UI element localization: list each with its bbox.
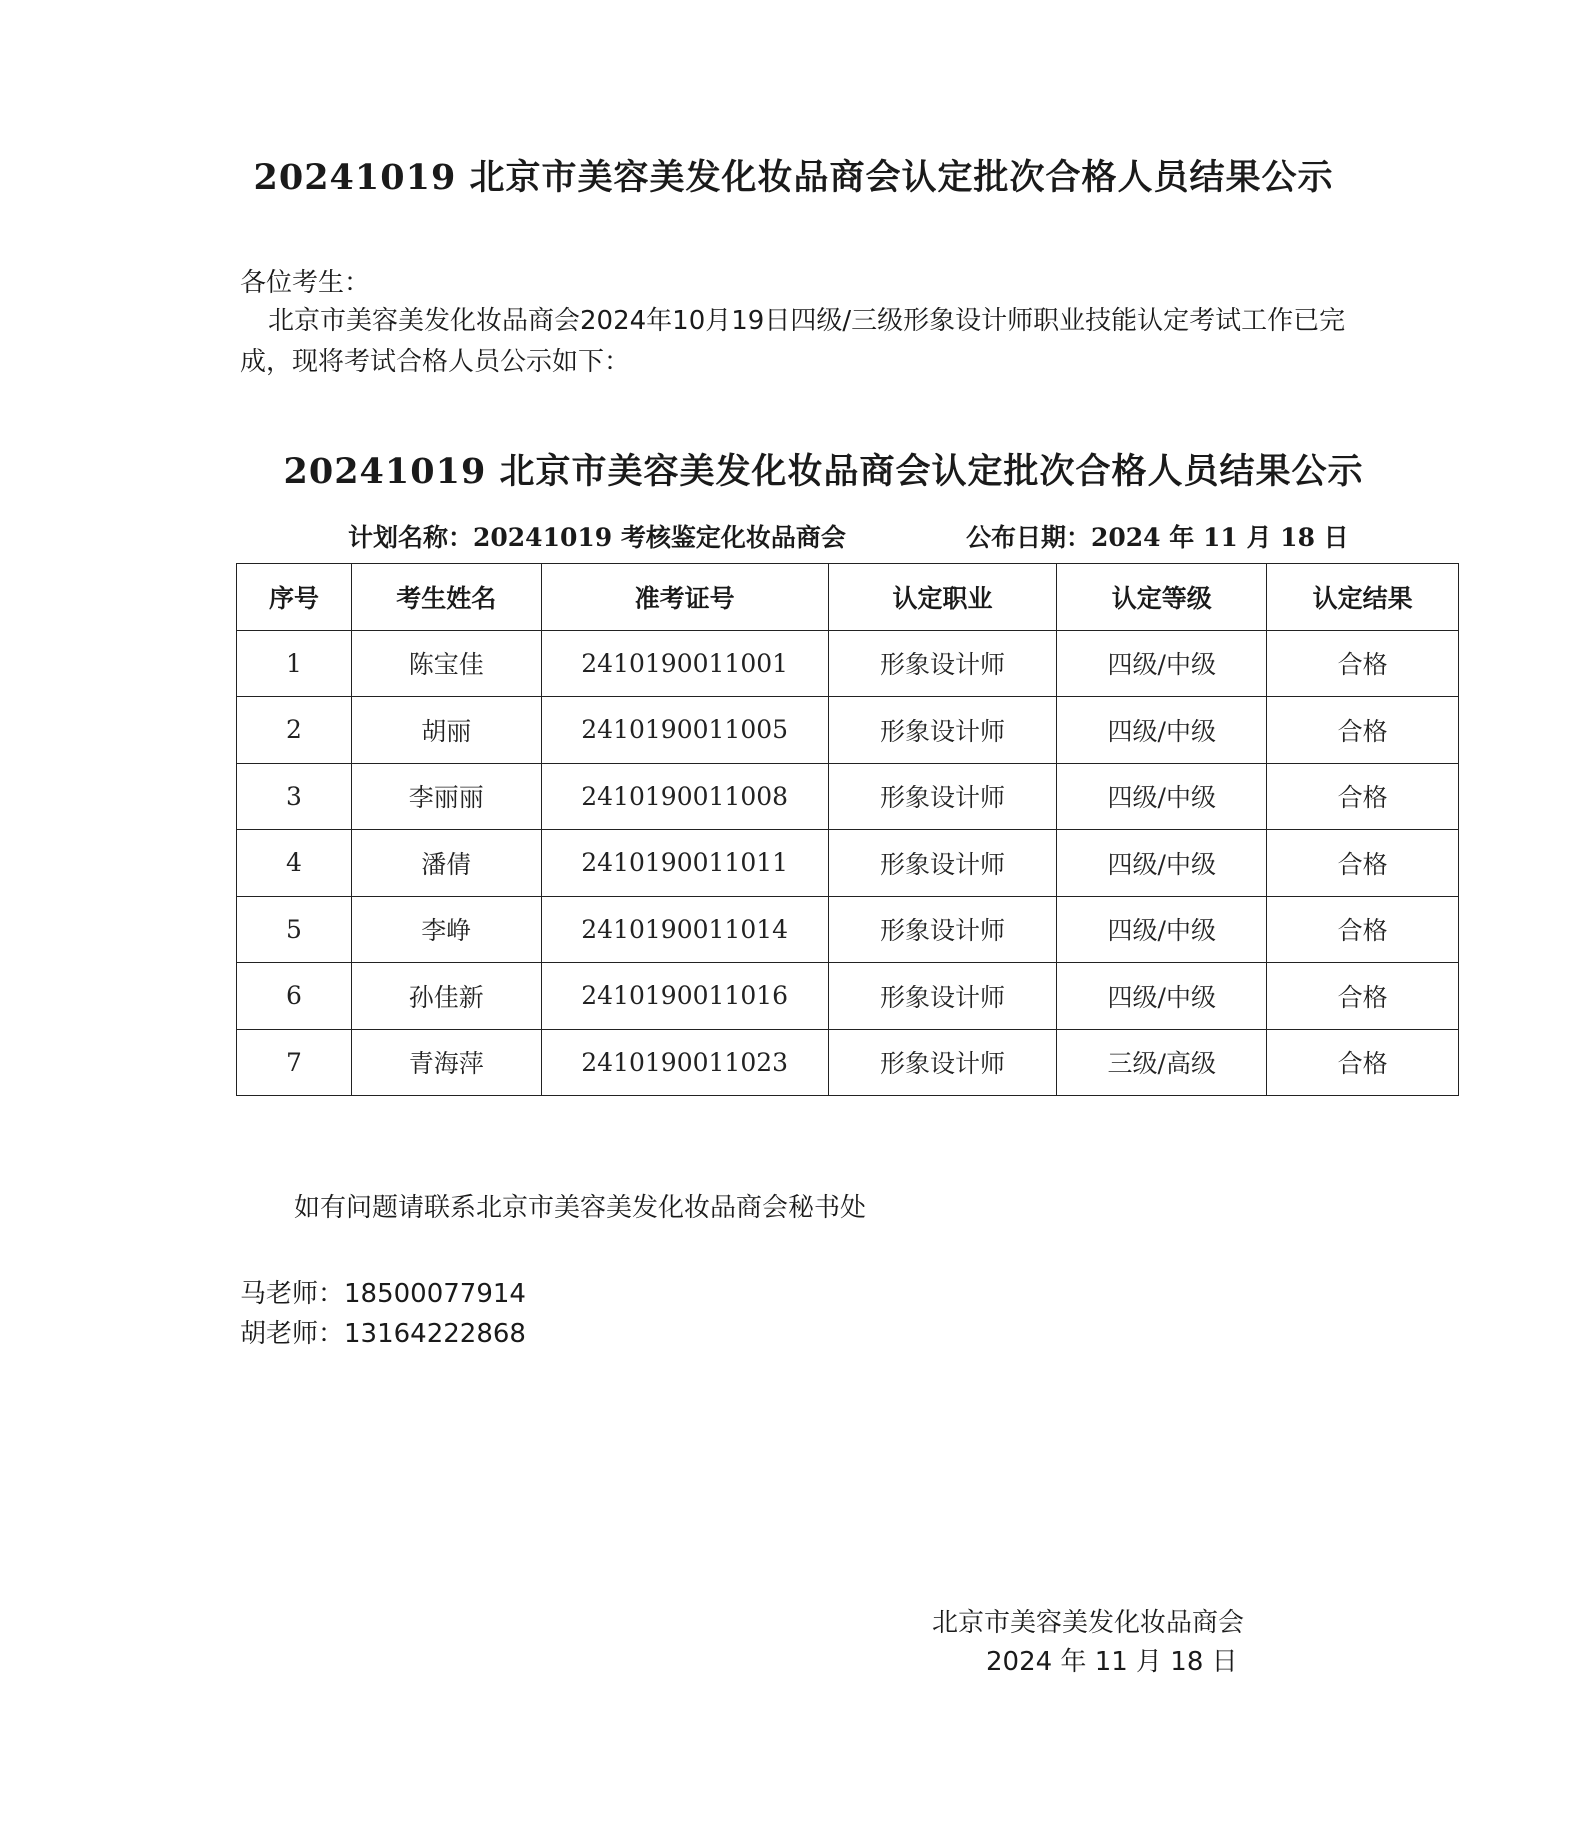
- cell-result: 合格: [1267, 896, 1459, 963]
- cell-result: 合格: [1267, 763, 1459, 830]
- signature-organization: 北京市美容美发化妆品商会: [932, 1608, 1245, 1638]
- table-row: [237, 1029, 1459, 1096]
- cell-occupation: 形象设计师: [828, 630, 1057, 697]
- cell-level: 四级/中级: [1057, 830, 1267, 897]
- cell-occupation: 形象设计师: [828, 963, 1057, 1030]
- cell-exam-id: 2410190011001: [541, 630, 828, 697]
- cell-name: 潘倩: [351, 830, 541, 897]
- cell-index: 1: [237, 630, 352, 697]
- results-table: [236, 563, 1459, 1096]
- cell-occupation: 形象设计师: [828, 896, 1057, 963]
- contact-hu: 胡老师：13164222868: [240, 1319, 526, 1349]
- cell-occupation: 形象设计师: [828, 830, 1057, 897]
- signature-date: 2024 年 11 月 18 日: [986, 1647, 1238, 1677]
- cell-result: 合格: [1267, 830, 1459, 897]
- table-row: [237, 630, 1459, 697]
- cell-index: 2: [237, 697, 352, 764]
- table-row: [237, 830, 1459, 897]
- cell-exam-id: 2410190011023: [541, 1029, 828, 1096]
- intro-paragraph: 北京市美容美发化妆品商会2024年10月19日四级/三级形象设计师职业技能认定考试工作已完成，现将考试合格人员公示如下：: [240, 306, 1346, 377]
- cell-index: 3: [237, 763, 352, 830]
- cell-index: 5: [237, 896, 352, 963]
- cell-name: 孙佳新: [351, 963, 541, 1030]
- cell-exam-id: 2410190011016: [541, 963, 828, 1030]
- cell-occupation: 形象设计师: [828, 1029, 1057, 1096]
- plan-info-line: [348, 518, 1349, 554]
- greeting: 各位考生：: [240, 268, 371, 298]
- header-exam-id: 准考证号: [541, 564, 828, 631]
- publish-date: 公布日期：2024 年 11 月 18 日: [966, 523, 1349, 552]
- cell-name: 青海萍: [351, 1029, 541, 1096]
- cell-exam-id: 2410190011011: [541, 830, 828, 897]
- cell-result: 合格: [1267, 630, 1459, 697]
- cell-level: 四级/中级: [1057, 697, 1267, 764]
- header-result: 认定结果: [1267, 564, 1459, 631]
- cell-name: 李峥: [351, 896, 541, 963]
- cell-occupation: 形象设计师: [828, 697, 1057, 764]
- table-row: [237, 896, 1459, 963]
- cell-result: 合格: [1267, 963, 1459, 1030]
- cell-level: 四级/中级: [1057, 763, 1267, 830]
- cell-level: 四级/中级: [1057, 630, 1267, 697]
- cell-level: 三级/高级: [1057, 1029, 1267, 1096]
- plan-name: 计划名称：20241019 考核鉴定化妆品商会: [348, 523, 846, 552]
- document-title: 20241019 北京市美容美发化妆品商会认定批次合格人员结果公示: [253, 157, 1334, 198]
- table-header-row: [237, 564, 1459, 631]
- header-occupation: 认定职业: [828, 564, 1057, 631]
- table-title: 20241019 北京市美容美发化妆品商会认定批次合格人员结果公示: [283, 451, 1364, 492]
- cell-index: 7: [237, 1029, 352, 1096]
- cell-name: 李丽丽: [351, 763, 541, 830]
- cell-occupation: 形象设计师: [828, 763, 1057, 830]
- header-index: 序号: [237, 564, 352, 631]
- contact-ma: 马老师：18500077914: [240, 1279, 526, 1309]
- cell-name: 陈宝佳: [351, 630, 541, 697]
- table-row: [237, 963, 1459, 1030]
- cell-exam-id: 2410190011014: [541, 896, 828, 963]
- cell-exam-id: 2410190011005: [541, 697, 828, 764]
- cell-exam-id: 2410190011008: [541, 763, 828, 830]
- cell-result: 合格: [1267, 1029, 1459, 1096]
- cell-level: 四级/中级: [1057, 963, 1267, 1030]
- cell-index: 4: [237, 830, 352, 897]
- cell-level: 四级/中级: [1057, 896, 1267, 963]
- table-row: [237, 697, 1459, 764]
- cell-result: 合格: [1267, 697, 1459, 764]
- cell-name: 胡丽: [351, 697, 541, 764]
- contact-note: 如有问题请联系北京市美容美发化妆品商会秘书处: [294, 1193, 867, 1223]
- header-level: 认定等级: [1057, 564, 1267, 631]
- header-name: 考生姓名: [351, 564, 541, 631]
- cell-index: 6: [237, 963, 352, 1030]
- table-row: [237, 763, 1459, 830]
